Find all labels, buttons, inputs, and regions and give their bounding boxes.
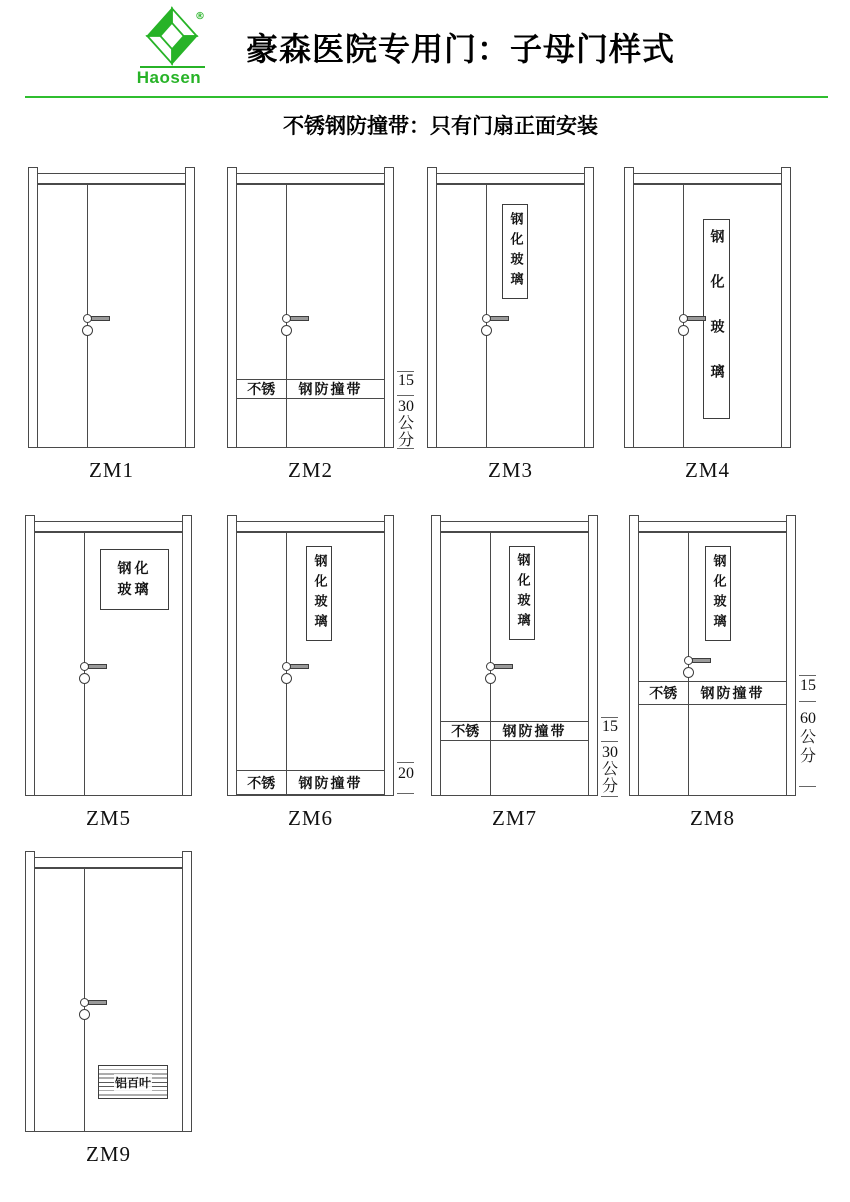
door-jamb-right	[182, 851, 192, 1132]
door-leaves	[236, 532, 385, 796]
handle-lock-cylinder	[683, 667, 694, 678]
door-handle-icon	[83, 314, 115, 340]
dimension-tick	[397, 762, 414, 763]
glass-label: 钢化玻璃	[507, 211, 523, 292]
door-leaves	[34, 868, 183, 1132]
door-label: ZM7	[492, 806, 537, 830]
handle-lever	[88, 664, 107, 669]
strip-offset-value: 30公分	[602, 744, 619, 795]
door-head-rail	[37, 173, 186, 184]
registered-trademark: ®	[195, 11, 205, 22]
page-title: 豪森医院专用门：子母门样式	[246, 30, 676, 68]
door-leaves	[633, 184, 782, 448]
strip-text-left: 不锈	[451, 724, 480, 740]
strip-text-right: 钢防撞带	[700, 686, 765, 702]
handle-lock-cylinder	[79, 673, 90, 684]
door-diagram-zm6	[227, 515, 414, 830]
door-leaves	[236, 184, 385, 448]
door-label: ZM9	[86, 1142, 131, 1166]
handle-lever	[490, 316, 509, 321]
door-label: ZM4	[685, 458, 730, 482]
handle-lever	[290, 664, 309, 669]
door-diagram-zm4	[624, 167, 791, 482]
door-jamb-right	[588, 515, 598, 796]
door-diagram-zm7	[431, 515, 619, 830]
door-head-rail	[236, 521, 385, 532]
door-handle-icon	[80, 998, 112, 1024]
door-handle-icon	[482, 314, 514, 340]
haosen-diamond-icon	[143, 6, 201, 66]
door-diagram-zm9	[25, 851, 192, 1166]
door-handle-icon	[486, 662, 518, 688]
door-head-rail	[440, 521, 589, 532]
dimension-tick	[799, 701, 816, 702]
door-jamb-right	[584, 167, 594, 448]
glass-label: 钢化玻璃	[710, 553, 726, 634]
strip-height-value: 15	[800, 677, 816, 694]
handle-lock-cylinder	[82, 325, 93, 336]
strip-height-value: 15	[602, 718, 618, 735]
dimension-tick	[601, 741, 618, 742]
dimension-callout	[799, 515, 825, 796]
dimension-tick	[397, 448, 414, 449]
dimension-tick	[601, 796, 618, 797]
anti-collision-strip	[639, 681, 786, 705]
door-handle-icon	[282, 662, 314, 688]
aluminum-louver	[98, 1065, 168, 1099]
strip-offset-value: 30公分	[398, 398, 415, 449]
handle-lock-cylinder	[281, 325, 292, 336]
door-head-rail	[236, 173, 385, 184]
tempered-glass-window	[100, 549, 169, 610]
door-leaves	[34, 532, 183, 796]
dimension-tick	[397, 793, 414, 794]
page-subtitle: 不锈钢防撞带：只有门扇正面安装	[283, 114, 598, 138]
strip-text-right: 钢防撞带	[298, 382, 363, 398]
strip-text-right: 钢防撞带	[298, 775, 363, 792]
strip-text-left: 不锈	[247, 382, 276, 398]
door-head-rail	[436, 173, 585, 184]
door-label: ZM6	[288, 806, 333, 830]
door-diagram-zm2	[227, 167, 415, 482]
strip-text-left: 不锈	[649, 686, 678, 702]
strip-offset-value: 60公分	[800, 710, 817, 765]
handle-lever	[687, 316, 706, 321]
door-handle-icon	[80, 662, 112, 688]
glass-label: 钢化玻璃	[117, 560, 152, 598]
glass-label: 钢化玻璃	[311, 553, 327, 634]
door-jamb-right	[185, 167, 195, 448]
door-jamb-right	[781, 167, 791, 448]
door-leaves	[440, 532, 589, 796]
door-leaves	[37, 184, 186, 448]
tempered-glass-window	[502, 204, 528, 299]
door-label: ZM8	[690, 806, 735, 830]
door-jamb-right	[786, 515, 796, 796]
dimension-tick	[799, 675, 816, 676]
door-jamb-right	[384, 515, 394, 796]
handle-lock-cylinder	[281, 673, 292, 684]
tempered-glass-window	[306, 546, 332, 641]
door-handle-icon	[684, 656, 716, 682]
handle-lever	[494, 664, 513, 669]
door-handle-icon	[679, 314, 711, 340]
louver-label: 铝百叶	[114, 1075, 151, 1090]
strip-height-value: 20	[398, 765, 414, 782]
anti-collision-strip	[237, 379, 384, 399]
door-diagram-zm8	[629, 515, 817, 830]
dimension-callout	[397, 515, 423, 796]
tempered-glass-window	[705, 546, 731, 641]
anti-collision-strip	[441, 721, 588, 741]
green-divider-line	[25, 96, 828, 98]
strip-text-left: 不锈	[247, 775, 276, 792]
dimension-tick	[397, 395, 414, 396]
door-label: ZM1	[89, 458, 134, 482]
door-head-rail	[638, 521, 787, 532]
door-leaves	[638, 532, 787, 796]
door-jamb-right	[384, 167, 394, 448]
door-head-rail	[34, 857, 183, 868]
handle-lock-cylinder	[481, 325, 492, 336]
door-jamb-right	[182, 515, 192, 796]
handle-lever	[290, 316, 309, 321]
handle-lever	[91, 316, 110, 321]
handle-lever	[692, 658, 711, 663]
handle-lock-cylinder	[485, 673, 496, 684]
glass-label: 钢化玻璃	[708, 229, 725, 409]
door-diagram-zm1	[28, 167, 195, 482]
dimension-callout	[397, 167, 423, 448]
anti-collision-strip	[237, 770, 384, 795]
handle-lever	[88, 1000, 107, 1005]
dimension-tick	[799, 786, 816, 787]
door-leaves	[436, 184, 585, 448]
door-diagram-zm5	[25, 515, 192, 830]
door-diagram-zm3	[427, 167, 594, 482]
handle-lock-cylinder	[79, 1009, 90, 1020]
door-label: ZM2	[288, 458, 333, 482]
haosen-logo	[127, 5, 211, 89]
door-head-rail	[34, 521, 183, 532]
handle-lock-cylinder	[678, 325, 689, 336]
door-handle-icon	[282, 314, 314, 340]
tempered-glass-window	[509, 546, 535, 640]
door-head-rail	[633, 173, 782, 184]
door-label: ZM3	[488, 458, 533, 482]
logo-brand-text: Haosen	[136, 68, 202, 87]
door-label: ZM5	[86, 806, 131, 830]
dimension-callout	[601, 515, 627, 796]
strip-height-value: 15	[398, 372, 414, 389]
glass-label: 钢化玻璃	[514, 553, 530, 633]
strip-text-right: 钢防撞带	[502, 724, 567, 740]
